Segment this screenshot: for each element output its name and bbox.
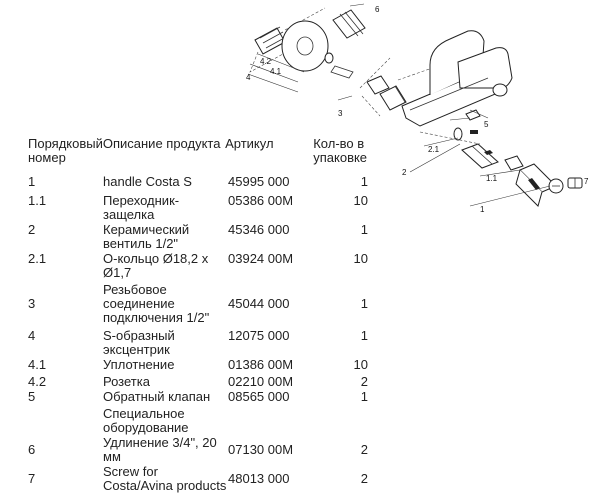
cartridge-adapter — [505, 156, 523, 170]
row-description: Специальное оборудование — [103, 406, 189, 435]
table-row — [28, 283, 368, 329]
table-row — [28, 465, 368, 496]
callout-1-1: 1.1 — [486, 174, 498, 183]
header-number: Порядковый номер — [28, 136, 103, 165]
row-article: 48013 000 — [228, 471, 290, 486]
callout-2: 2 — [402, 168, 407, 177]
row-number: 1 — [28, 174, 36, 189]
row-article: 01386 00M — [228, 357, 294, 372]
row-article: 45346 000 — [228, 222, 290, 237]
row-number: 4.2 — [28, 374, 47, 389]
row-description: S-образный эксцентрик — [103, 328, 175, 357]
row-quantity: 2 — [360, 471, 368, 486]
table-row — [28, 390, 368, 407]
row-article: 03924 00M — [228, 251, 294, 266]
row-number: 2 — [28, 222, 36, 237]
row-quantity: 10 — [353, 251, 368, 266]
row-description: Обратный клапан — [103, 389, 211, 404]
row-description: Розетка — [103, 374, 150, 389]
callout-4: 4 — [246, 73, 251, 82]
table-row — [28, 175, 368, 194]
row-number: 1.1 — [28, 193, 47, 208]
mixer-body — [402, 31, 512, 126]
callout-6: 6 — [375, 5, 380, 14]
row-number: 7 — [28, 471, 36, 486]
row-article: 07130 00M — [228, 442, 294, 457]
escutcheon-rosette — [282, 21, 328, 71]
row-description: Резьбовое соединение подключения 1/2" — [103, 282, 210, 325]
row-quantity: 1 — [360, 389, 368, 404]
row-article: 45995 000 — [228, 174, 290, 189]
table-header-row — [28, 137, 368, 173]
row-quantity: 2 — [360, 442, 368, 457]
row-number: 3 — [28, 296, 36, 311]
row-article: 08565 000 — [228, 389, 290, 404]
row-description: Screw for Costa/Avina products — [103, 464, 227, 493]
row-article: 02210 00M — [228, 374, 294, 389]
callout-1: 1 — [480, 205, 485, 214]
header-description: Описание продукта — [102, 136, 221, 151]
callout-7: 7 — [584, 177, 589, 186]
table-row — [28, 194, 368, 223]
table-row — [28, 407, 368, 436]
seal-ring — [325, 53, 333, 63]
table-row — [28, 252, 368, 283]
screw-part — [549, 178, 582, 193]
row-article: 45044 000 — [228, 296, 290, 311]
row-description: O-кольцо Ø18,2 x Ø1,7 — [103, 251, 209, 280]
row-article: 05386 00M — [228, 193, 294, 208]
callout-5: 5 — [484, 120, 489, 129]
callout-4-2: 4.2 — [260, 57, 272, 66]
row-number: 4.1 — [28, 357, 47, 372]
row-quantity: 1 — [360, 222, 368, 237]
header-quantity: Кол-во в упаковке — [313, 136, 368, 165]
row-number: 6 — [28, 442, 36, 457]
row-article: 12075 000 — [228, 328, 290, 343]
row-quantity: 1 — [360, 174, 368, 189]
row-number: 2.1 — [28, 251, 47, 266]
row-number: 4 — [28, 328, 36, 343]
row-description: handle Costa S — [103, 174, 192, 189]
table-row — [28, 329, 368, 358]
callout-3: 3 — [338, 109, 343, 118]
callout-4-1: 4.1 — [270, 67, 282, 76]
row-description: Керамический вентиль 1/2" — [103, 222, 190, 251]
row-number: 5 — [28, 389, 36, 404]
table-row — [28, 436, 368, 465]
header-article: Артикул — [225, 136, 274, 151]
row-quantity: 1 — [360, 328, 368, 343]
row-quantity: 2 — [360, 374, 368, 389]
row-quantity: 1 — [360, 296, 368, 311]
table-row — [28, 358, 368, 375]
row-description: Удлинение 3/4", 20 мм — [103, 435, 217, 464]
table-row — [28, 223, 368, 252]
extension-part — [333, 10, 365, 38]
row-description: Уплотнение — [103, 357, 175, 372]
callout-2-1: 2.1 — [428, 145, 440, 154]
row-description: Переходник- защелка — [103, 193, 180, 222]
row-quantity: 10 — [353, 357, 368, 372]
row-quantity: 10 — [353, 193, 368, 208]
table-row — [28, 375, 368, 390]
parts-table — [28, 137, 368, 496]
